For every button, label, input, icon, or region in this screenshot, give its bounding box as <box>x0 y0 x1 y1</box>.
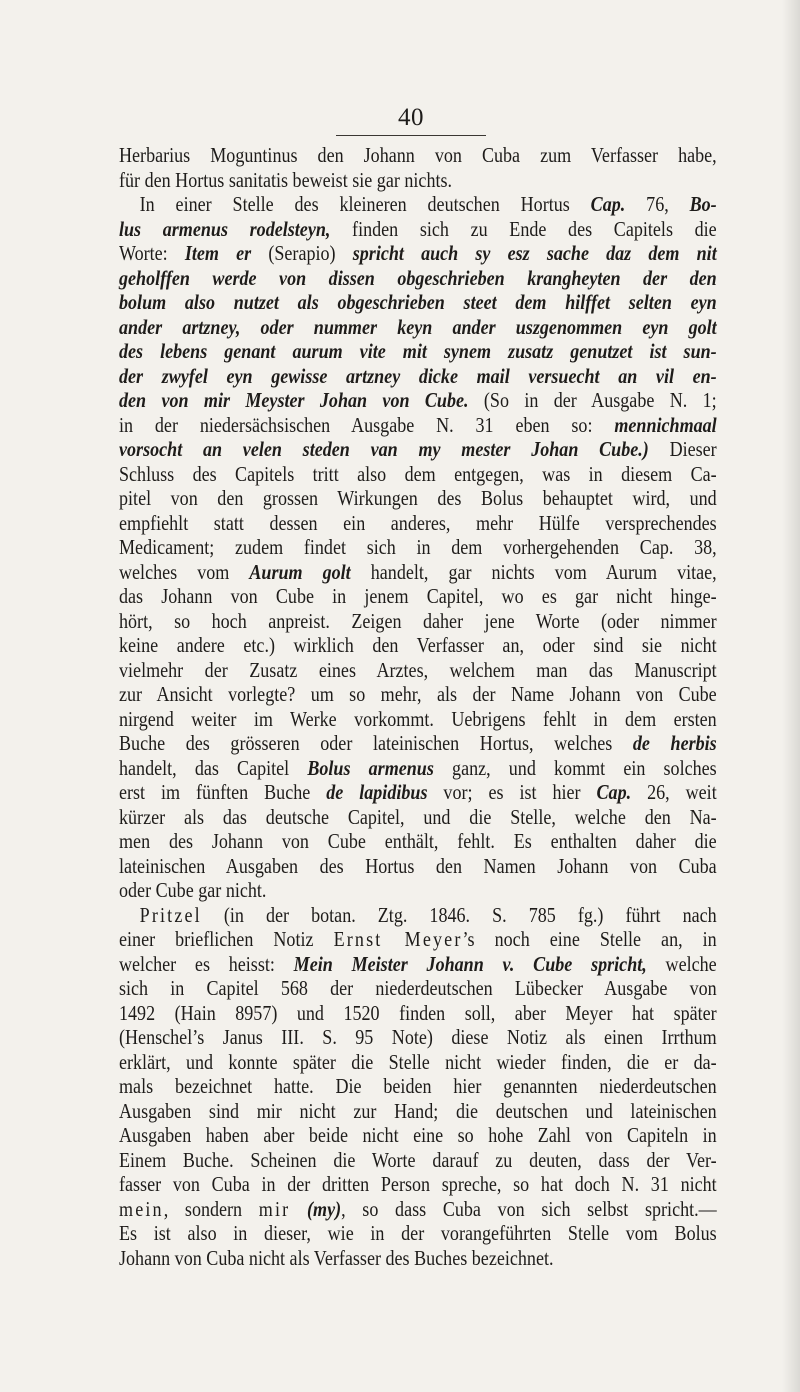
text-run: lateinischen Ausgaben des Hortus den Namen Johann von Cuba <box>119 853 717 878</box>
text-line <box>119 535 717 560</box>
text-line <box>119 1221 717 1246</box>
text-line <box>119 143 717 168</box>
text-run: , sondern <box>163 1196 259 1221</box>
body-text <box>119 143 717 1270</box>
text-run: einer brieflichen Notiz <box>119 927 334 951</box>
text-line <box>119 976 717 1001</box>
text-line <box>119 388 717 413</box>
text-line <box>119 1246 717 1271</box>
italic-text: vorsocht an velen steden van my mester Johan Cube.) <box>119 437 649 461</box>
text-run: 1492 (Hain 8957) und 1520 finden soll, aber Meyer hat später <box>119 1000 717 1025</box>
italic-text: Bolus armenus <box>307 755 434 780</box>
spaced-name-text: Ernst Meyer <box>333 927 463 951</box>
italic-text: der zwyfel eyn gewisse artzney dicke mail versuecht an vil en- <box>119 363 717 388</box>
text-run: Buche des grösseren oder lateinischen Hortus, welches <box>119 731 633 755</box>
spaced-name-text: mir <box>258 1196 291 1221</box>
italic-text: Cap. <box>596 780 632 804</box>
italic-text: de lapidibus <box>326 780 428 804</box>
text-line <box>119 584 717 609</box>
italic-text: bolum also nutzet als obgeschrieben steet dem hilffet selten eyn <box>119 290 717 314</box>
text-line <box>119 1172 717 1197</box>
text-line <box>119 927 717 952</box>
text-run: welche <box>646 951 717 976</box>
text-run: zur Ansicht vorlegte? um so mehr, als der Name Johann von Cube <box>119 682 717 706</box>
italic-text: ander artzney, oder nummer keyn ander uszgenommen eyn golt <box>119 314 717 339</box>
text-line <box>119 682 717 707</box>
text-line <box>119 878 717 903</box>
text-run: 76, <box>625 192 690 216</box>
text-line <box>119 1148 717 1173</box>
text-run: (So in der Ausgabe N. 1; <box>468 388 717 412</box>
text-line <box>119 609 717 634</box>
text-run: In einer Stelle des kleineren deutschen Hortus <box>139 192 591 216</box>
text-run: empfiehlt statt dessen ein anderes, mehr Hülfe versprechendes <box>119 510 717 535</box>
text-line <box>119 486 717 511</box>
text-run: sich in Capitel 568 der niederdeutschen Lübecker Ausgabe von <box>119 976 717 1000</box>
text-run: erst im fünften Buche <box>119 780 327 804</box>
text-line <box>119 633 717 658</box>
text-run: Herbarius Moguntinus den Johann von Cuba zum Verfasser habe, <box>119 143 717 167</box>
page-number: 40 <box>336 103 486 136</box>
text-line <box>119 413 717 438</box>
text-run: welches vom <box>119 559 250 584</box>
text-line <box>119 315 717 340</box>
spaced-name-text: Pritzel <box>139 902 202 927</box>
text-run: (in der botan. Ztg. 1846. S. 785 fg.) führt nach <box>201 902 717 927</box>
text-line <box>119 780 717 805</box>
italic-text: (my) <box>307 1196 342 1221</box>
text-run: handelt, das Capitel <box>119 755 308 780</box>
text-run: Ausgaben haben aber beide nicht eine so hohe Zahl von Capiteln in <box>119 1123 717 1147</box>
text-line <box>119 1025 717 1050</box>
text-run: men des Johann von Cube enthält, fehlt. Es enthalten daher die <box>119 829 717 853</box>
text-line <box>119 241 717 266</box>
text-line <box>119 462 717 487</box>
text-run <box>290 1197 307 1221</box>
text-run: keine andere etc.) wirklich den Verfasser an, oder sind sie nicht <box>119 633 717 657</box>
text-run: welcher es heisst: <box>119 951 294 976</box>
text-run: Schluss des Capitels tritt also dem entgegen, was in diesem Ca- <box>119 461 717 486</box>
text-line <box>119 1050 717 1075</box>
italic-text: mennichmaal <box>614 412 717 437</box>
text-line <box>119 952 717 977</box>
text-line <box>119 290 717 315</box>
italic-text: geholffen werde von dissen obgeschrieben krangheyten der den <box>119 265 717 290</box>
text-line <box>119 168 717 193</box>
text-run: Ausgaben sind mir nicht zur Hand; die deutschen und lateinischen <box>119 1098 717 1123</box>
text-run: erklärt, und konnte später die Stelle nicht wieder finden, die er da- <box>119 1049 717 1074</box>
text-line <box>119 707 717 732</box>
text-run: Einem Buche. Scheinen die Worte darauf zu deuten, dass der Ver- <box>119 1147 717 1172</box>
italic-text: de herbis <box>632 731 717 755</box>
text-line <box>119 511 717 536</box>
text-run: Es ist also in dieser, wie in der vorangeführten Stelle vom Bolus <box>119 1221 717 1245</box>
text-line <box>119 364 717 389</box>
text-line <box>119 192 717 217</box>
text-run: handelt, gar nichts vom Aurum vitae, <box>350 559 717 584</box>
text-run: pitel von den grossen Wirkungen des Bolus behauptet wird, und <box>119 486 717 510</box>
text-line <box>119 658 717 683</box>
text-run: finden sich zu Ende des Capitels die <box>330 216 717 241</box>
text-run: hört, so hoch anpreist. Zeigen daher jene Worte (oder nimmer <box>119 608 717 633</box>
text-run: 26, weit <box>631 780 717 804</box>
text-line <box>119 217 717 242</box>
text-line <box>119 560 717 585</box>
text-run: Medicament; zudem findet sich in dem vorhergehenden Cap. 38, <box>119 535 717 559</box>
text-run: nirgend weiter im Werke vorkommt. Uebrigens fehlt in dem ersten <box>119 706 717 731</box>
text-run: fasser von Cuba in der dritten Person spreche, so hat doch N. 31 nicht <box>119 1172 717 1196</box>
text-run: oder Cube gar nicht. <box>119 878 267 902</box>
italic-text: Bo- <box>689 192 717 216</box>
text-line <box>119 437 717 462</box>
italic-text: lus armenus rodelsteyn, <box>119 216 331 241</box>
text-run: vor; es ist hier <box>427 780 597 804</box>
text-run: (Henschel’s Janus III. S. 95 Note) diese Notiz als einen Irrthum <box>119 1025 717 1049</box>
italic-text: spricht auch sy esz sache daz dem nit <box>352 241 717 265</box>
text-run: mals bezeichnet hatte. Die beiden hier genannten niederdeutschen <box>119 1074 717 1098</box>
text-run: , so dass Cuba von sich selbst spricht.— <box>341 1196 717 1221</box>
text-line <box>119 854 717 879</box>
text-line <box>119 829 717 854</box>
text-run: kürzer als das deutsche Capitel, und die Stelle, welche den Na- <box>119 804 717 829</box>
text-line <box>119 805 717 830</box>
text-run: in der niedersächsischen Ausgabe N. 31 eben so: <box>119 412 615 437</box>
text-line <box>119 903 717 928</box>
italic-text: Item er <box>184 241 252 265</box>
text-run: Johann von Cuba nicht als Verfasser des Buches bezeichnet. <box>119 1245 554 1270</box>
text-line <box>119 1099 717 1124</box>
italic-text: Cap. <box>590 192 626 216</box>
text-run: ganz, und kommt ein solches <box>433 755 717 780</box>
text-run: das Johann von Cube in jenem Capitel, wo es gar nicht hinge- <box>119 584 717 608</box>
italic-text: des lebens genant aurum vite mit synem zusatz genutzet ist sun- <box>119 339 717 363</box>
text-line <box>119 731 717 756</box>
text-line <box>119 339 717 364</box>
italic-text: Aurum golt <box>249 559 351 584</box>
italic-text: Mein Meister Johann v. Cube spricht, <box>293 951 647 976</box>
text-line <box>119 1074 717 1099</box>
text-run: vielmehr der Zusatz eines Arztes, welchem man das Manuscript <box>119 657 717 682</box>
text-line <box>119 1197 717 1222</box>
spaced-name-text: mein <box>119 1196 164 1221</box>
text-run: Worte: <box>119 241 185 265</box>
text-line <box>119 266 717 291</box>
text-run: ’s noch eine Stelle an, in <box>462 927 717 951</box>
page-edge-shadow <box>782 0 800 1392</box>
italic-text: den von mir Meyster Johan von Cube. <box>119 388 469 412</box>
text-line <box>119 1001 717 1026</box>
text-line <box>119 1123 717 1148</box>
text-run: (Serapio) <box>251 241 353 265</box>
text-line <box>119 756 717 781</box>
text-run: für den Hortus sanitatis beweist sie gar nichts. <box>119 167 453 192</box>
text-run: Dieser <box>648 437 717 461</box>
